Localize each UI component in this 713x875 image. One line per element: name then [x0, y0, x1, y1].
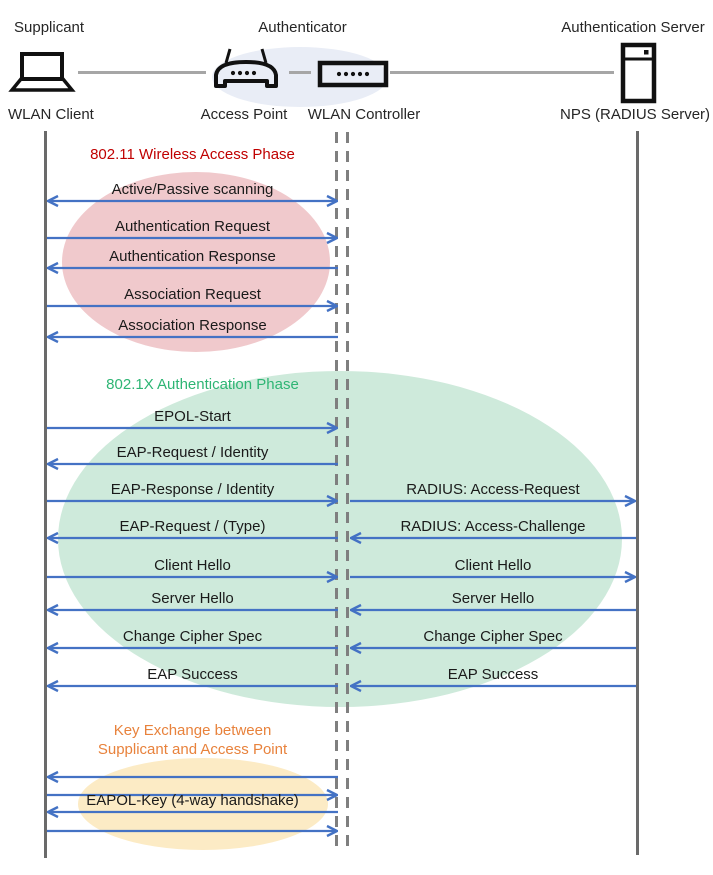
- message-label: Client Hello: [454, 557, 532, 574]
- message-label: Change Cipher Spec: [122, 628, 263, 645]
- message-arrow-left: [47, 640, 338, 656]
- message-label: Client Hello: [154, 557, 231, 574]
- message-label: Authentication Request: [114, 218, 271, 235]
- message-label: RADIUS: Access-Request: [406, 481, 580, 498]
- message-arrow-left: [47, 530, 338, 546]
- role-supplicant: Supplicant: [14, 19, 85, 36]
- message-label: RADIUS: Access-Challenge: [400, 518, 586, 535]
- message-arrow-right: [47, 569, 338, 585]
- laptop-icon: [8, 50, 76, 94]
- message-label: EPOL-Start: [154, 408, 231, 425]
- message-arrow-left: [350, 530, 636, 546]
- message-arrow-left: [350, 602, 636, 618]
- phase3-title-line1: Key Exchange between: [113, 722, 272, 739]
- phase2-title: 802.1X Authentication Phase: [106, 376, 299, 393]
- message-label: Server Hello: [151, 590, 234, 607]
- message-arrow-right: [350, 569, 636, 585]
- message-arrow-left: [47, 329, 338, 345]
- message-arrow-left: [350, 678, 636, 694]
- device-wlan-controller: WLAN Controller: [307, 106, 421, 123]
- wlan-controller-icon: [317, 60, 389, 88]
- phase1-title: 802.11 Wireless Access Phase: [90, 146, 295, 163]
- message-label: Association Request: [124, 286, 261, 303]
- device-wlan-client: WLAN Client: [8, 106, 94, 123]
- message-arrow-right: [47, 493, 338, 509]
- message-label: Authentication Response: [109, 248, 276, 265]
- access-point-icon: [211, 48, 281, 96]
- device-nps-radius-server: NPS (RADIUS Server): [560, 106, 711, 123]
- message-arrow-left: [350, 640, 636, 656]
- phase3-title: [47, 721, 338, 759]
- message-label: Active/Passive scanning: [111, 181, 274, 198]
- message-label: Change Cipher Spec: [423, 628, 563, 645]
- message-arrow-left: [47, 260, 338, 276]
- message-label: EAP-Request / Identity: [116, 444, 269, 461]
- message-arrow-left: [47, 678, 338, 694]
- lifeline-wlan-controller-dashed: [346, 132, 349, 854]
- server-icon: [620, 42, 658, 104]
- message-arrow-right: [47, 298, 338, 314]
- message-arrow-right: [47, 420, 338, 436]
- message-arrow-left: [47, 456, 338, 472]
- connector-client-ap: [78, 71, 206, 74]
- device-access-point: Access Point: [200, 106, 288, 123]
- phase3-title-line2: Supplicant and Access Point: [97, 741, 288, 758]
- message-arrow-left: [47, 602, 338, 618]
- message-label: EAP Success: [447, 666, 539, 683]
- role-authentication-server: Authentication Server: [561, 19, 705, 36]
- message-arrow-both: [47, 193, 338, 209]
- message-arrow-right: [350, 493, 636, 509]
- connector-controller-server: [390, 71, 614, 74]
- connector-ap-controller: [289, 71, 311, 74]
- message-label: Server Hello: [451, 590, 535, 607]
- message-arrow-left: [47, 804, 338, 820]
- message-label: Association Response: [118, 317, 267, 334]
- message-label: EAPOL-Key (4-way handshake): [86, 792, 299, 809]
- message-arrow-right: [47, 230, 338, 246]
- role-authenticator: Authenticator: [258, 19, 347, 36]
- message-label: EAP-Request / (Type): [119, 518, 266, 535]
- message-arrow-left: [47, 769, 338, 785]
- lifeline-radius-server: [636, 131, 639, 855]
- message-label: EAP Success: [147, 666, 238, 683]
- message-label: EAP-Response / Identity: [110, 481, 275, 498]
- message-arrow-right: [47, 823, 338, 839]
